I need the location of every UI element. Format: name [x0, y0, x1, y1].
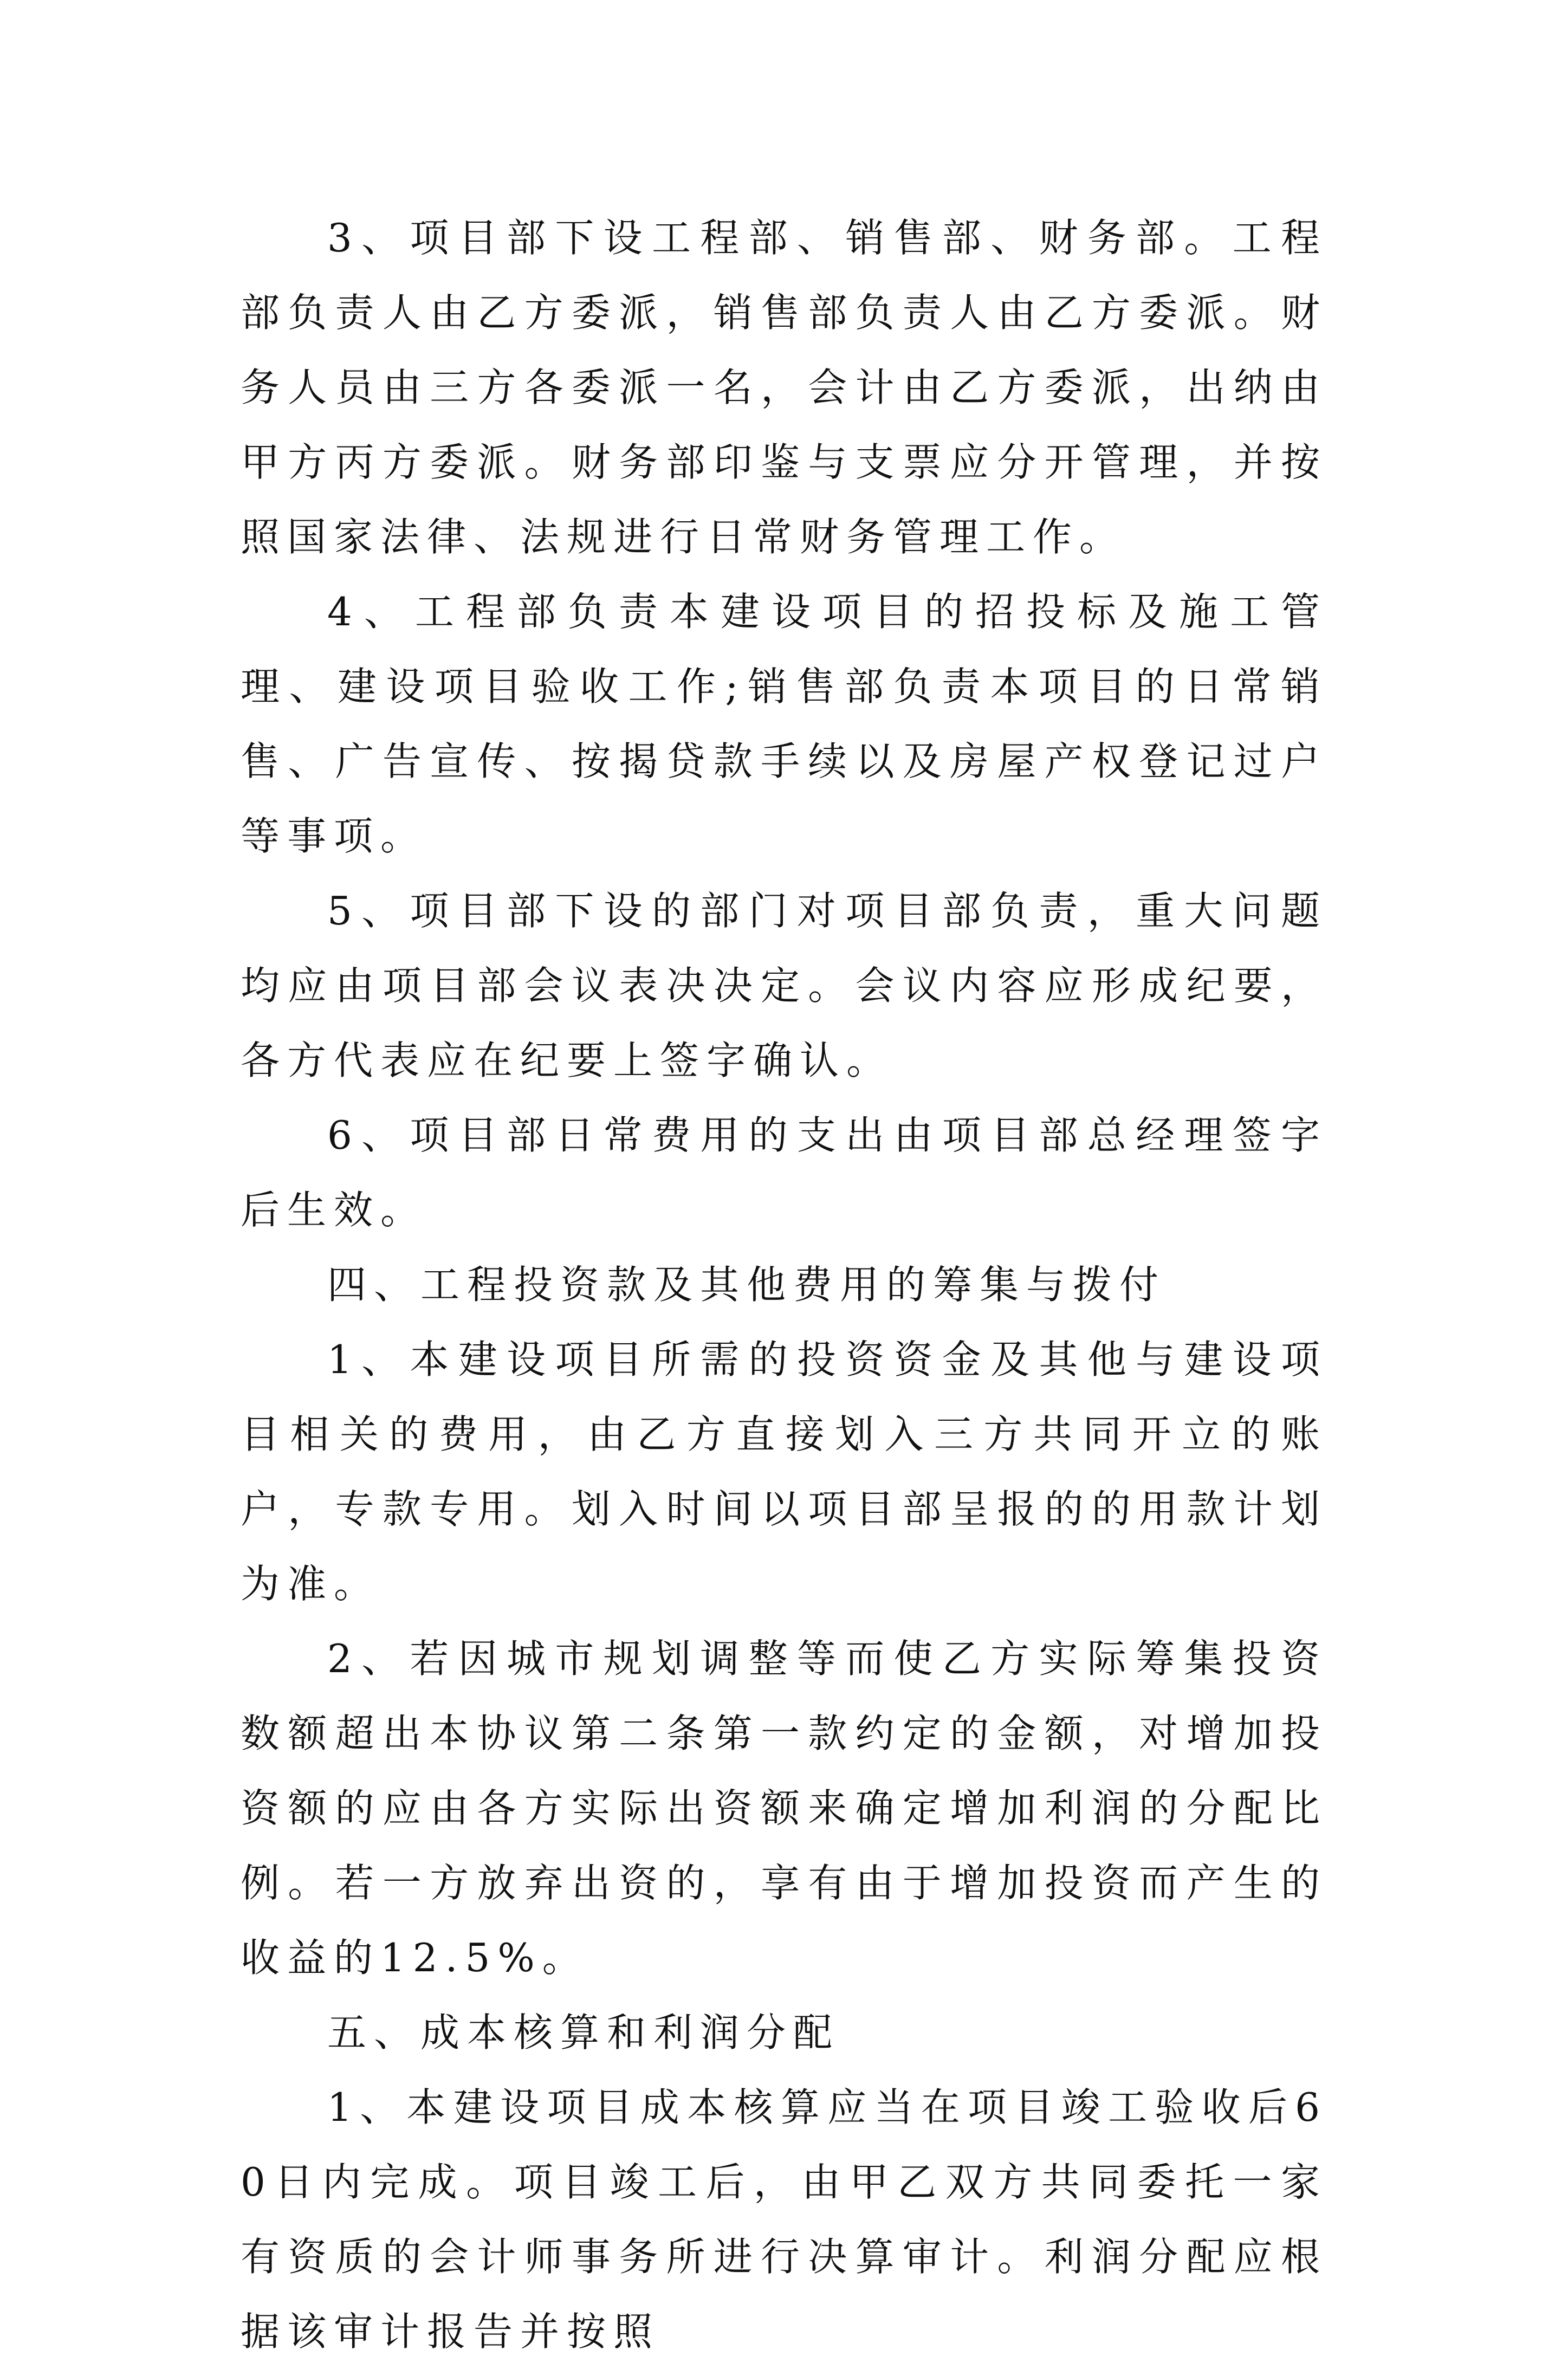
paragraph-funding-2: 2、若因城市规划调整等而使乙方实际筹集投资数额超出本协议第二条第一款约定的金额，对增加投资额的应由各方实际出资额来确定增加利润的分配比例。若一方放弃出资的，享有由于增加投资而产生的收益的12.5%。: [241, 1636, 1327, 1980]
paragraph-4-engineering-sales-duties: 4、工程部负责本建设项目的招投标及施工管理、建设项目验收工作;销售部负责本项目的日常销售、广告宣传、按揭贷款手续以及房屋产权登记过户等事项。: [241, 589, 1327, 859]
paragraph-3-project-departments: 3、项目部下设工程部、销售部、财务部。工程部负责人由乙方委派，销售部负责人由乙方委派。财务人员由三方各委派一名，会计由乙方委派，出纳由甲方丙方委派。财务部印鉴与支票应分开管理，并按照国家法律、法规进行日常财务管理工作。: [241, 215, 1327, 560]
paragraph-6-daily-expenses: 6、项目部日常费用的支出由项目部总经理签字后生效。: [241, 1112, 1327, 1233]
document-body: [241, 200, 1327, 2369]
paragraph-cost-1: 1、本建设项目成本核算应当在项目竣工验收后60日内完成。项目竣工后，由甲乙双方共同委托一家有资质的会计师事务所进行决算审计。利润分配应根据该审计报告并按照: [241, 2085, 1327, 2354]
section-heading-5-cost-profit: 五、成本核算和利润分配: [327, 2010, 840, 2055]
section-heading-4-funding: 四、工程投资款及其他费用的筹集与拨付: [327, 1262, 1167, 1308]
paragraph-5-department-responsibility: 5、项目部下设的部门对项目部负责，重大问题均应由项目部会议表决决定。会议内容应形成纪要，各方代表应在纪要上签字确认。: [241, 888, 1327, 1083]
paragraph-funding-1: 1、本建设项目所需的投资资金及其他与建设项目相关的费用，由乙方直接划入三方共同开立的账户，专款专用。划入时间以项目部呈报的的用款计划为准。: [241, 1337, 1327, 1607]
